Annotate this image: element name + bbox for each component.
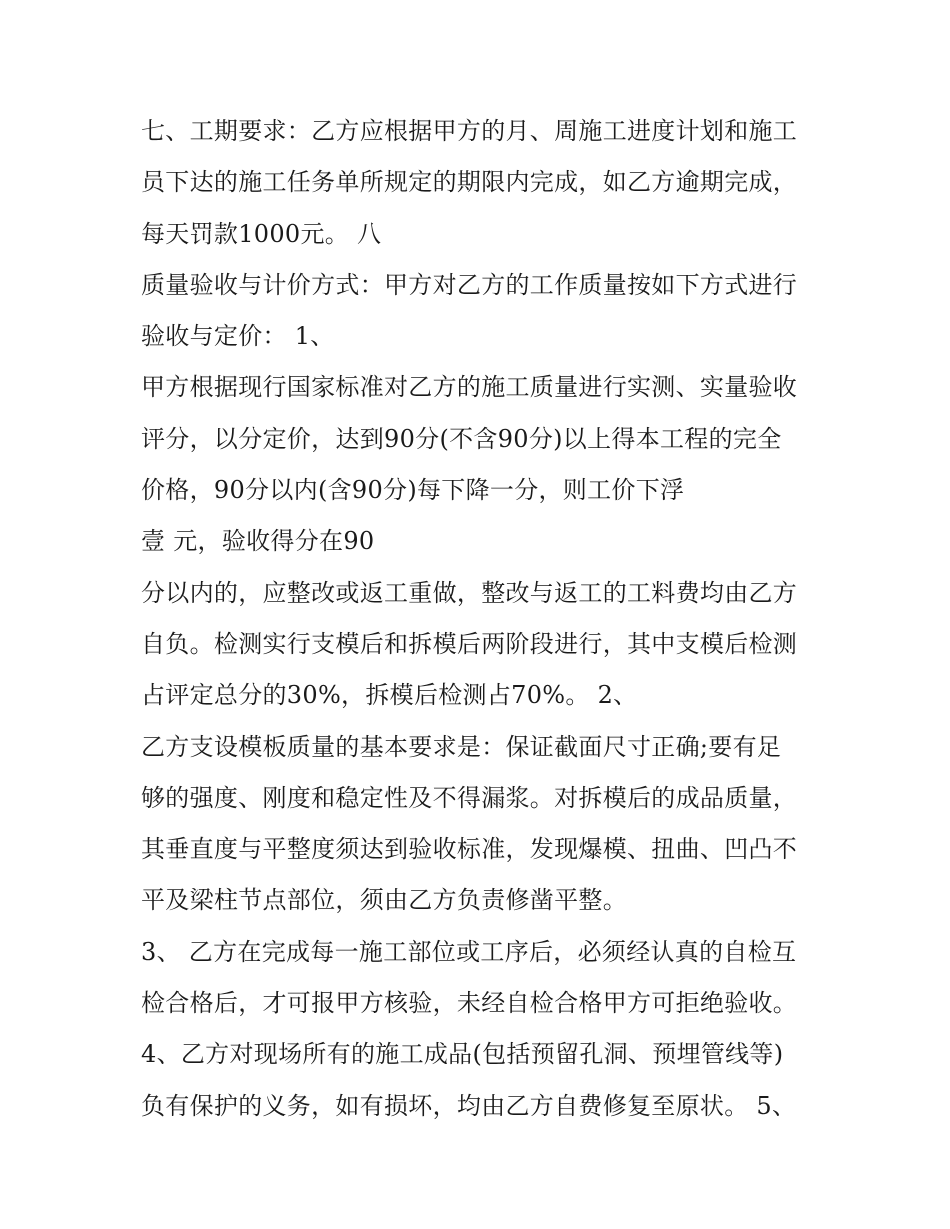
text-line: 4、乙方对现场所有的施工成品(包括预留孔洞、预埋管线等): [141, 1040, 784, 1069]
text-line: 3、 乙方在完成每一施工部位或工序后，必须经认真的自检互: [141, 937, 797, 966]
text-line: 其垂直度与平整度须达到验收标准，发现爆模、扭曲、凹凸不: [141, 835, 798, 864]
text-line: 评分，以分定价，达到90分(不含90分)以上得本工程的完全: [141, 424, 782, 453]
text-line: 自负。检测实行支模后和拆模后两阶段进行，其中支模后检测: [141, 629, 798, 658]
text-line: 检合格后，才可报甲方核验，未经自检合格甲方可拒绝验收。: [141, 989, 798, 1018]
text-line: 平及梁柱节点部位，须由乙方负责修凿平整。: [141, 886, 627, 915]
text-line: 负有保护的义务，如有损坏，均由乙方自费修复至原状。 5、: [141, 1091, 797, 1120]
text-line: 甲方根据现行国家标准对乙方的施工质量进行实测、实量验收: [141, 373, 798, 402]
contract-text-block: [141, 106, 841, 1132]
text-line: 价格，90分以内(含90分)每下降一分，则工价下浮: [141, 476, 685, 505]
text-line: 够的强度、刚度和稳定性及不得漏浆。对拆模后的成品质量，: [141, 783, 798, 812]
text-line: 七、工期要求：乙方应根据甲方的月、周施工进度计划和施工: [141, 117, 798, 145]
text-line: 占评定总分的30%，拆模后检测占70%。 2、: [141, 681, 638, 710]
text-line: 每天罚款1000元。 八: [141, 219, 382, 248]
text-line: 质量验收与计价方式：甲方对乙方的工作质量按如下方式进行: [141, 270, 798, 299]
text-line: 验收与定价： 1、: [141, 322, 335, 351]
text-line: 员下达的施工任务单所规定的期限内完成，如乙方逾期完成，: [141, 168, 798, 197]
text-line: 壹 元，验收得分在90: [141, 527, 375, 556]
text-line: 乙方支设模板质量的基本要求是：保证截面尺寸正确;要有足: [141, 732, 782, 761]
text-line: 分以内的，应整改或返工重做，整改与返工的工料费均由乙方: [141, 578, 798, 607]
